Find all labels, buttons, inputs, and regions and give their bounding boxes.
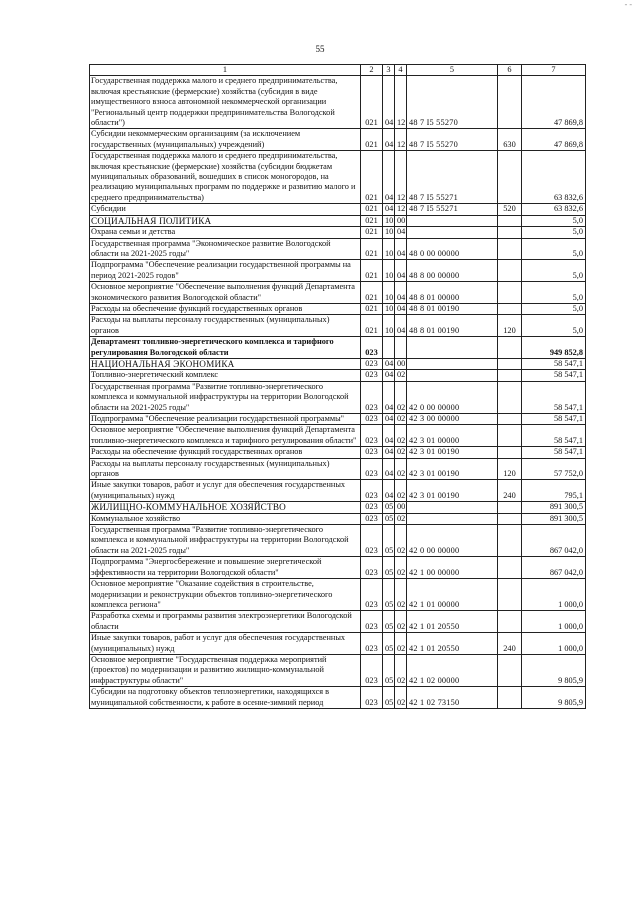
subsection-code-cell: 02	[395, 557, 407, 579]
table-row	[90, 282, 586, 304]
expense-type-cell	[498, 381, 522, 413]
expense-name-cell: Основное мероприятие "Оказание содействия в строительстве, модернизации и реконструкции объектов топливно-энергетического комплекса региона"	[90, 579, 361, 611]
grbs-code-cell: 023	[361, 633, 383, 655]
expense-name-cell: Расходы на выплаты персоналу государственных (муниципальных) органов	[90, 458, 361, 480]
expense-name-cell: Основное мероприятие "Обеспечение выполнения функций Департамента экономического развития Вологодской области"	[90, 282, 361, 304]
subsection-code-cell: 02	[395, 611, 407, 633]
target-article-cell: 42 1 02 00000	[407, 654, 498, 686]
table-row	[90, 358, 586, 369]
amount-cell: 5,0	[522, 238, 586, 260]
table-row	[90, 502, 586, 513]
target-article-cell	[407, 215, 498, 226]
expense-type-cell: 240	[498, 633, 522, 655]
amount-cell: 47 869,8	[522, 129, 586, 151]
expense-type-cell	[498, 502, 522, 513]
section-code-cell: 04	[383, 381, 395, 413]
table-row	[90, 579, 586, 611]
target-article-cell: 42 1 01 00000	[407, 579, 498, 611]
subsection-code-cell: 00	[395, 358, 407, 369]
table-row	[90, 611, 586, 633]
expense-type-cell	[498, 447, 522, 458]
section-code-cell: 10	[383, 238, 395, 260]
expense-name-cell: Иные закупки товаров, работ и услуг для обеспечения государственных (муниципальных) нужд	[90, 633, 361, 655]
amount-cell: 63 832,6	[522, 151, 586, 204]
section-code-cell	[383, 337, 395, 359]
target-article-cell: 42 1 01 20550	[407, 633, 498, 655]
target-article-cell: 48 7 I5 55270	[407, 129, 498, 151]
target-article-cell: 42 0 00 00000	[407, 525, 498, 557]
expense-type-cell	[498, 358, 522, 369]
section-code-cell: 05	[383, 687, 395, 709]
table-row	[90, 381, 586, 413]
amount-cell: 795,1	[522, 480, 586, 502]
grbs-code-cell: 023	[361, 358, 383, 369]
section-code-cell: 05	[383, 525, 395, 557]
grbs-code-cell: 023	[361, 611, 383, 633]
expense-name-cell: Топливно-энергетический комплекс	[90, 370, 361, 381]
subsection-code-cell: 04	[395, 260, 407, 282]
header-cell: 1	[90, 65, 361, 76]
section-code-cell: 05	[383, 611, 395, 633]
expense-name-cell: НАЦИОНАЛЬНАЯ ЭКОНОМИКА	[90, 358, 361, 369]
amount-cell: 58 547,1	[522, 414, 586, 425]
subsection-code-cell: 02	[395, 480, 407, 502]
expense-name-cell: Коммунальное хозяйство	[90, 513, 361, 524]
target-article-cell	[407, 370, 498, 381]
grbs-code-cell: 021	[361, 227, 383, 238]
expense-type-cell	[498, 525, 522, 557]
header-cell: 7	[522, 65, 586, 76]
section-code-cell: 05	[383, 502, 395, 513]
target-article-cell: 48 7 I5 55271	[407, 151, 498, 204]
expense-name-cell: Подпрограмма "Энергосбережение и повышение энергетической эффективности на территории Вологодской области"	[90, 557, 361, 579]
expense-name-cell: Департамент топливно-энергетического комплекса и тарифного регулирования Вологодской области	[90, 337, 361, 359]
subsection-code-cell: 02	[395, 370, 407, 381]
table-row	[90, 129, 586, 151]
expense-name-cell: Субсидии на подготовку объектов теплоэнергетики, находящихся в муниципальной собственности, к работе в осенне-зимний период	[90, 687, 361, 709]
target-article-cell: 48 0 00 00000	[407, 238, 498, 260]
expense-type-cell	[498, 425, 522, 447]
grbs-code-cell: 023	[361, 557, 383, 579]
expense-type-cell: 120	[498, 458, 522, 480]
grbs-code-cell: 023	[361, 425, 383, 447]
section-code-cell: 04	[383, 414, 395, 425]
grbs-code-cell: 021	[361, 129, 383, 151]
table-row	[90, 513, 586, 524]
section-code-cell: 05	[383, 557, 395, 579]
target-article-cell: 42 1 00 00000	[407, 557, 498, 579]
table-row	[90, 227, 586, 238]
table-row	[90, 525, 586, 557]
amount-cell: 9 805,9	[522, 654, 586, 686]
target-article-cell	[407, 502, 498, 513]
amount-cell: 891 300,5	[522, 502, 586, 513]
target-article-cell: 48 7 I5 55270	[407, 76, 498, 129]
expense-name-cell: Расходы на обеспечение функций государственных органов	[90, 447, 361, 458]
table-row	[90, 425, 586, 447]
amount-cell: 867 042,0	[522, 557, 586, 579]
table-row	[90, 76, 586, 129]
amount-cell: 1 000,0	[522, 579, 586, 611]
expense-type-cell	[498, 414, 522, 425]
expense-type-cell: 520	[498, 204, 522, 215]
header-row	[90, 65, 586, 76]
table-row	[90, 337, 586, 359]
expense-name-cell: Подпрограмма "Обеспечение реализации государственной программы на период 2021-2025 годов"	[90, 260, 361, 282]
expense-type-cell	[498, 151, 522, 204]
target-article-cell	[407, 513, 498, 524]
section-code-cell: 04	[383, 204, 395, 215]
target-article-cell: 42 0 00 00000	[407, 381, 498, 413]
subsection-code-cell: 12	[395, 204, 407, 215]
target-article-cell: 42 1 02 73150	[407, 687, 498, 709]
section-code-cell: 04	[383, 358, 395, 369]
table-row	[90, 480, 586, 502]
target-article-cell: 48 8 01 00190	[407, 315, 498, 337]
page-number: 55	[315, 44, 325, 54]
amount-cell: 58 547,1	[522, 358, 586, 369]
subsection-code-cell: 00	[395, 502, 407, 513]
subsection-code-cell: 02	[395, 687, 407, 709]
expense-name-cell: Расходы на обеспечение функций государственных органов	[90, 303, 361, 314]
section-code-cell: 05	[383, 633, 395, 655]
header-cell: 6	[498, 65, 522, 76]
table-row	[90, 204, 586, 215]
target-article-cell: 42 3 01 00190	[407, 480, 498, 502]
target-article-cell	[407, 337, 498, 359]
table-row	[90, 260, 586, 282]
subsection-code-cell: 02	[395, 381, 407, 413]
expense-type-cell	[498, 557, 522, 579]
subsection-code-cell: 04	[395, 303, 407, 314]
subsection-code-cell: 00	[395, 215, 407, 226]
expense-type-cell	[498, 238, 522, 260]
subsection-code-cell: 04	[395, 282, 407, 304]
table-body	[90, 76, 586, 709]
header-cell: 5	[407, 65, 498, 76]
header-cell: 2	[361, 65, 383, 76]
subsection-code-cell: 04	[395, 238, 407, 260]
subsection-code-cell	[395, 337, 407, 359]
target-article-cell: 48 7 I5 55271	[407, 204, 498, 215]
expense-type-cell	[498, 260, 522, 282]
grbs-code-cell: 023	[361, 513, 383, 524]
amount-cell: 5,0	[522, 215, 586, 226]
expense-type-cell	[498, 282, 522, 304]
table-row	[90, 151, 586, 204]
target-article-cell: 42 3 00 00000	[407, 414, 498, 425]
grbs-code-cell: 021	[361, 76, 383, 129]
table-row	[90, 315, 586, 337]
grbs-code-cell: 023	[361, 502, 383, 513]
amount-cell: 949 852,8	[522, 337, 586, 359]
amount-cell: 867 042,0	[522, 525, 586, 557]
expense-name-cell: Расходы на выплаты персоналу государственных (муниципальных) органов	[90, 315, 361, 337]
amount-cell: 58 547,1	[522, 447, 586, 458]
grbs-code-cell: 023	[361, 525, 383, 557]
section-code-cell: 04	[383, 425, 395, 447]
grbs-code-cell: 023	[361, 458, 383, 480]
section-code-cell: 05	[383, 579, 395, 611]
section-code-cell: 10	[383, 303, 395, 314]
subsection-code-cell: 02	[395, 513, 407, 524]
expense-type-cell	[498, 370, 522, 381]
section-code-cell: 04	[383, 129, 395, 151]
table-row	[90, 654, 586, 686]
grbs-code-cell: 021	[361, 151, 383, 204]
expense-type-cell	[498, 337, 522, 359]
expense-type-cell	[498, 215, 522, 226]
section-code-cell: 04	[383, 151, 395, 204]
table-row	[90, 370, 586, 381]
subsection-code-cell: 12	[395, 151, 407, 204]
table-row	[90, 303, 586, 314]
grbs-code-cell: 023	[361, 337, 383, 359]
section-code-cell: 04	[383, 480, 395, 502]
expense-type-cell	[498, 611, 522, 633]
subsection-code-cell: 02	[395, 525, 407, 557]
target-article-cell: 48 8 01 00190	[407, 303, 498, 314]
expense-type-cell	[498, 654, 522, 686]
expense-type-cell	[498, 303, 522, 314]
grbs-code-cell: 021	[361, 282, 383, 304]
amount-cell: 5,0	[522, 227, 586, 238]
section-code-cell: 10	[383, 282, 395, 304]
section-code-cell: 05	[383, 513, 395, 524]
amount-cell: 58 547,1	[522, 370, 586, 381]
subsection-code-cell: 04	[395, 227, 407, 238]
expense-type-cell	[498, 76, 522, 129]
target-article-cell	[407, 358, 498, 369]
amount-cell: 58 547,1	[522, 381, 586, 413]
amount-cell: 57 752,0	[522, 458, 586, 480]
header-cell: 4	[395, 65, 407, 76]
target-article-cell: 42 3 01 00190	[407, 447, 498, 458]
table-row	[90, 447, 586, 458]
expense-name-cell: Охрана семьи и детства	[90, 227, 361, 238]
amount-cell: 63 832,6	[522, 204, 586, 215]
expense-type-cell	[498, 513, 522, 524]
amount-cell: 5,0	[522, 315, 586, 337]
expense-name-cell: Подпрограмма "Обеспечение реализации государственной программы"	[90, 414, 361, 425]
section-code-cell: 04	[383, 76, 395, 129]
section-code-cell: 04	[383, 458, 395, 480]
header-cell: 3	[383, 65, 395, 76]
target-article-cell: 42 3 01 00190	[407, 458, 498, 480]
grbs-code-cell: 023	[361, 414, 383, 425]
amount-cell: 1 000,0	[522, 611, 586, 633]
table-row	[90, 633, 586, 655]
amount-cell: 9 805,9	[522, 687, 586, 709]
grbs-code-cell: 023	[361, 579, 383, 611]
section-code-cell: 04	[383, 447, 395, 458]
section-code-cell: 10	[383, 215, 395, 226]
grbs-code-cell: 021	[361, 303, 383, 314]
expense-name-cell: ЖИЛИЩНО-КОММУНАЛЬНОЕ ХОЗЯЙСТВО	[90, 502, 361, 513]
target-article-cell	[407, 227, 498, 238]
expense-name-cell: Разработка схемы и программы развития электроэнергетики Вологодской области	[90, 611, 361, 633]
expense-name-cell: Основное мероприятие "Обеспечение выполнения функций Департамента топливно-энергетического комплекса и тарифного регулирования области"	[90, 425, 361, 447]
grbs-code-cell: 023	[361, 687, 383, 709]
expense-type-cell: 240	[498, 480, 522, 502]
expense-name-cell: Государственная программа "Развитие топливно-энергетического комплекса и коммунальной инфраструктуры на территории Вологодской области на 2021-2025 годы"	[90, 525, 361, 557]
target-article-cell: 48 8 01 00000	[407, 282, 498, 304]
expense-name-cell: Основное мероприятие "Государственная поддержка мероприятий (проектов) по модернизации и развитию жилищно-коммунальной инфраструктуры области"	[90, 654, 361, 686]
subsection-code-cell: 02	[395, 414, 407, 425]
grbs-code-cell: 023	[361, 370, 383, 381]
expense-type-cell	[498, 579, 522, 611]
subsection-code-cell: 02	[395, 654, 407, 686]
subsection-code-cell: 02	[395, 425, 407, 447]
amount-cell: 58 547,1	[522, 425, 586, 447]
expense-name-cell: Государственная поддержка малого и среднего предпринимательства, включая крестьянские (фермерские) хозяйства (субсидия в виде имущественного взноса автономной некоммерческой организации "Региональный центр поддержки предпринимательства Вологодской области")	[90, 76, 361, 129]
amount-cell: 1 000,0	[522, 633, 586, 655]
amount-cell: 5,0	[522, 260, 586, 282]
expense-type-cell: 120	[498, 315, 522, 337]
subsection-code-cell: 02	[395, 579, 407, 611]
expense-type-cell: 630	[498, 129, 522, 151]
section-code-cell: 04	[383, 370, 395, 381]
expense-type-cell	[498, 227, 522, 238]
grbs-code-cell: 023	[361, 654, 383, 686]
table-row	[90, 458, 586, 480]
grbs-code-cell: 021	[361, 204, 383, 215]
grbs-code-cell: 021	[361, 315, 383, 337]
target-article-cell: 42 3 01 00000	[407, 425, 498, 447]
subsection-code-cell: 02	[395, 447, 407, 458]
grbs-code-cell: 021	[361, 215, 383, 226]
subsection-code-cell: 02	[395, 458, 407, 480]
expense-type-cell	[498, 687, 522, 709]
expense-name-cell: Субсидии	[90, 204, 361, 215]
table-row	[90, 414, 586, 425]
section-code-cell: 10	[383, 315, 395, 337]
section-code-cell: 05	[383, 654, 395, 686]
grbs-code-cell: 023	[361, 381, 383, 413]
expense-name-cell: Иные закупки товаров, работ и услуг для обеспечения государственных (муниципальных) нужд	[90, 480, 361, 502]
subsection-code-cell: 04	[395, 315, 407, 337]
grbs-code-cell: 023	[361, 480, 383, 502]
amount-cell: 5,0	[522, 303, 586, 314]
table-row	[90, 557, 586, 579]
target-article-cell: 42 1 01 20550	[407, 611, 498, 633]
subsection-code-cell: 12	[395, 129, 407, 151]
grbs-code-cell: 021	[361, 238, 383, 260]
amount-cell: 5,0	[522, 282, 586, 304]
section-code-cell: 10	[383, 260, 395, 282]
grbs-code-cell: 021	[361, 260, 383, 282]
expense-name-cell: Государственная программа "Экономическое развитие Вологодской области на 2021-2025 годы"	[90, 238, 361, 260]
amount-cell: 47 869,8	[522, 76, 586, 129]
expense-name-cell: Государственная поддержка малого и среднего предпринимательства, включая крестьянские (фермерские) хозяйства (субсидии бюджетам муниципальных образований, вошедших в список моногородов, на реализацию муниципальных программ по поддержке и развитию малого и среднего предпринимательства)	[90, 151, 361, 204]
table-row	[90, 238, 586, 260]
expense-name-cell: Государственная программа "Развитие топливно-энергетического комплекса и коммунальной инфраструктуры на территории Вологодской области на 2021-2025 годы"	[90, 381, 361, 413]
grbs-code-cell: 023	[361, 447, 383, 458]
expense-name-cell: СОЦИАЛЬНАЯ ПОЛИТИКА	[90, 215, 361, 226]
subsection-code-cell: 02	[395, 633, 407, 655]
amount-cell: 891 300,5	[522, 513, 586, 524]
table-row	[90, 687, 586, 709]
expense-name-cell: Субсидии некоммерческим организациям (за исключением государственных (муниципальных) учреждений)	[90, 129, 361, 151]
budget-table	[89, 64, 586, 709]
section-code-cell: 10	[383, 227, 395, 238]
subsection-code-cell: 12	[395, 76, 407, 129]
corner-mark: - -	[624, 0, 632, 9]
target-article-cell: 48 8 00 00000	[407, 260, 498, 282]
table-row	[90, 215, 586, 226]
